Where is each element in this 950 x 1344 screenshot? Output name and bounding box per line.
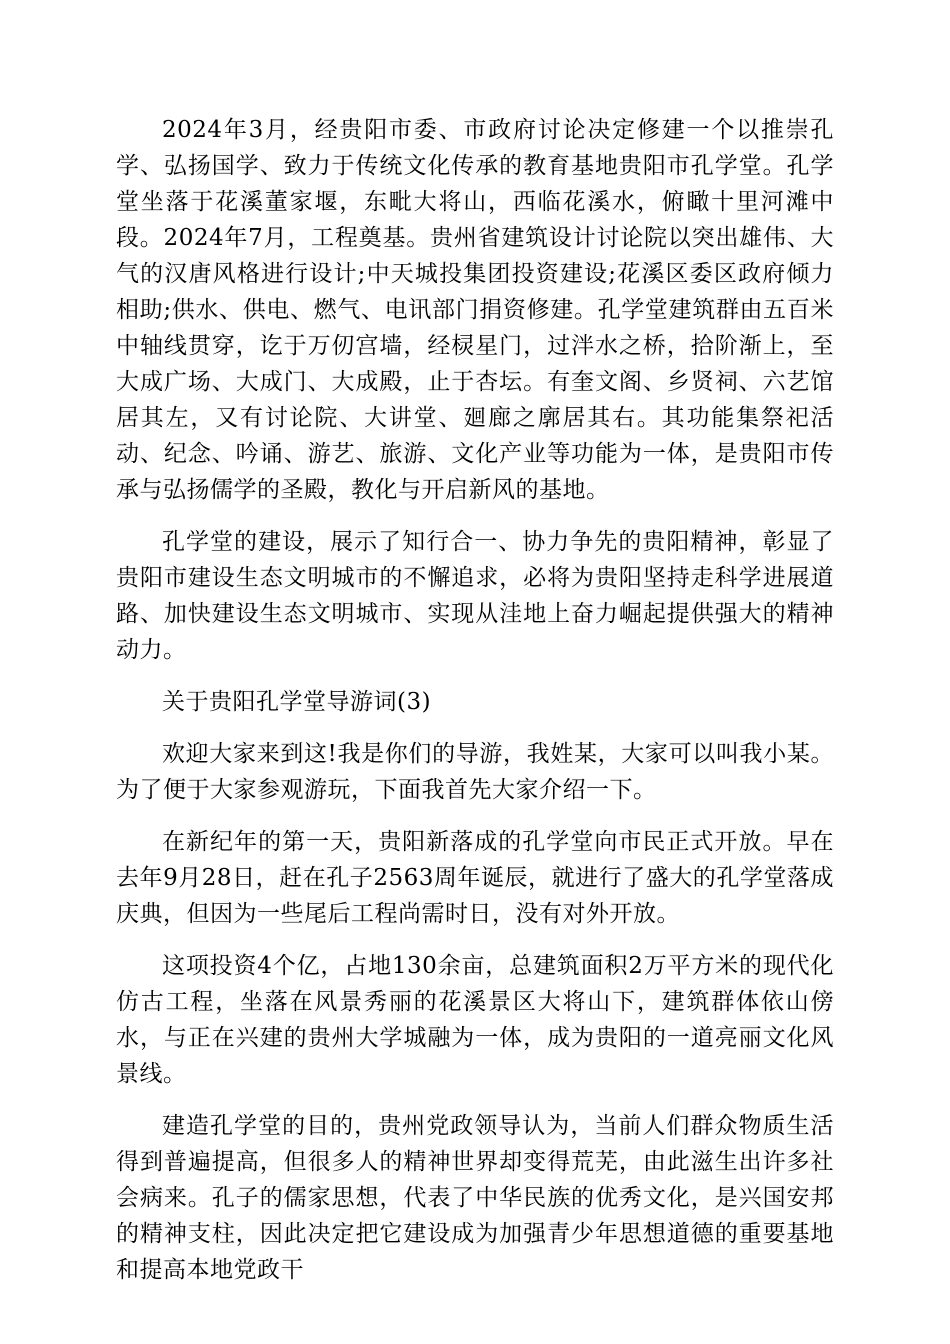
- paragraph-purpose: 建造孔学堂的目的，贵州党政领导认为，当前人们群众物质生活得到普遍提高，但很多人的精神世界却变得荒芜，由此滋生出许多社会病来。孔子的儒家思想，代表了中华民族的优秀文化，是兴国安邦的精神支柱，因此决定把它建设成为加强青少年思想道德的重要基地和提高本地党政干: [116, 1113, 834, 1283]
- paragraph-significance: 孔学堂的建设，展示了知行合一、协力争先的贵阳精神，彰显了贵阳市建设生态文明城市的不懈追求，必将为贵阳坚持走科学进展道路、加快建设生态文明城市、实现从洼地上奋力崛起提供强大的精神动力。: [116, 529, 834, 663]
- paragraph-investment: 这项投资4个亿，占地130余亩，总建筑面积2万平方米的现代化仿古工程，坐落在风景秀丽的花溪景区大将山下，建筑群体依山傍水，与正在兴建的贵州大学城融为一体，成为贵阳的一道亮丽文化风景线。: [116, 953, 834, 1087]
- paragraph-opening: 在新纪年的第一天，贵阳新落成的孔学堂向市民正式开放。早在去年9月28日，赶在孔子2563周年诞辰，就进行了盛大的孔学堂落成庆典，但因为一些尾后工程尚需时日，没有对外开放。: [116, 829, 834, 927]
- paragraph-founding: 2024年3月，经贵阳市委、市政府讨论决定修建一个以推崇孔学、弘扬国学、致力于传统文化传承的教育基地贵阳市孔学堂。孔学堂坐落于花溪董家堰，东毗大将山，西临花溪水，俯瞰十里河滩中段。2024年7月，工程奠基。贵州省建筑设计讨论院以突出雄伟、大气的汉唐风格进行设计;中天城投集团投资建设;花溪区委区政府倾力相助;供水、供电、燃气、电讯部门捐资修建。孔学堂建筑群由五百米中轴线贯穿，讫于万仞宫墙，经棂星门，过泮水之桥，拾阶渐上，至大成广场、大成门、大成殿，止于杏坛。有奎文阁、乡贤祠、六艺馆居其左，又有讨论院、大讲堂、廻廊之廓居其右。其功能集祭祀活动、纪念、吟诵、游艺、旅游、文化产业等功能为一体，是贵阳市传承与弘扬儒学的圣殿，教化与开启新风的基地。: [116, 117, 834, 503]
- document-page: [116, 112, 834, 1304]
- paragraph-welcome: 欢迎大家来到这!我是你们的导游，我姓某，大家可以叫我小某。为了便于大家参观游玩，下面我首先大家介绍一下。: [116, 741, 834, 803]
- section-heading: 关于贵阳孔学堂导游词(3): [162, 689, 432, 715]
